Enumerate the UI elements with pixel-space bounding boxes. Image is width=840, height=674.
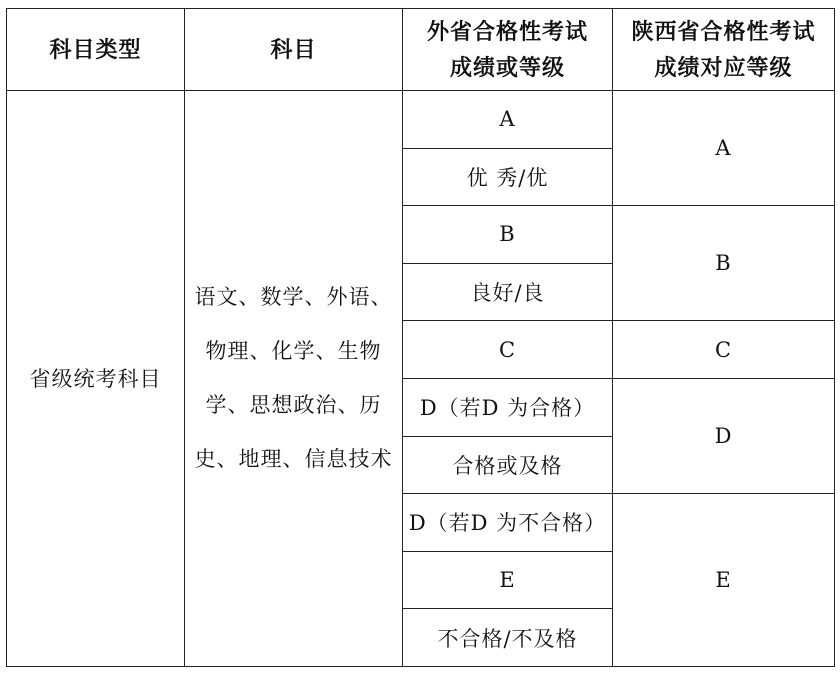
header-row (7, 9, 835, 91)
other-grade-cell: 良好/良 (403, 263, 613, 321)
category-cell: 省级统考科目 (7, 91, 185, 667)
other-grade-cell: B (403, 206, 613, 264)
header-category: 科目类型 (7, 9, 185, 91)
header-shaanxi: 陕西省合格性考试 成绩对应等级 (613, 9, 835, 91)
other-grade-cell: E (403, 551, 613, 609)
header-subject: 科目 (185, 9, 403, 91)
shaanxi-grade-cell: C (613, 321, 835, 379)
other-grade-cell: C (403, 321, 613, 379)
other-grade-cell: A (403, 91, 613, 149)
other-grade-cell: D（若D 为合格） (403, 378, 613, 436)
shaanxi-grade-cell: B (613, 206, 835, 321)
shaanxi-grade-cell: D (613, 378, 835, 493)
table-row (7, 91, 835, 149)
other-grade-cell: 不合格/不及格 (403, 609, 613, 667)
other-grade-cell: D（若D 为不合格） (403, 494, 613, 552)
subjects-cell: 语文、数学、外语、物理、化学、生物学、思想政治、历史、地理、信息技术 (185, 91, 403, 667)
shaanxi-grade-cell: E (613, 494, 835, 667)
shaanxi-grade-cell: A (613, 91, 835, 206)
header-other-province: 外省合格性考试 成绩或等级 (403, 9, 613, 91)
other-grade-cell: 优 秀/优 (403, 148, 613, 206)
other-grade-cell: 合格或及格 (403, 436, 613, 494)
grade-conversion-table (6, 8, 835, 667)
